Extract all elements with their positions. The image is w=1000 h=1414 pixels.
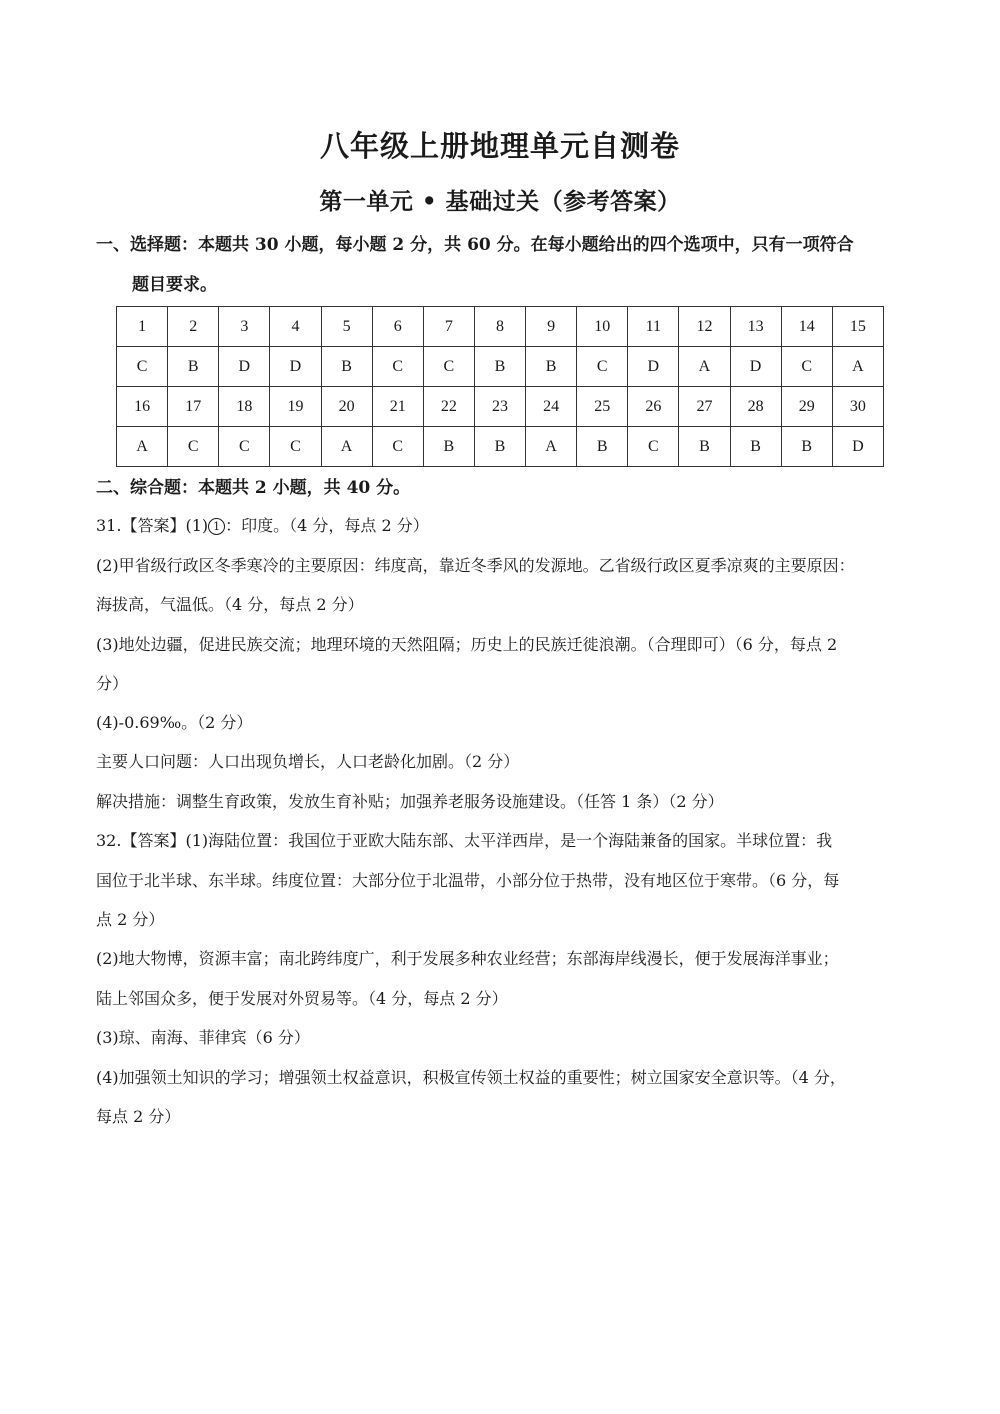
answer-cell: C bbox=[168, 427, 219, 467]
page-title: 八年级上册地理单元自测卷 bbox=[319, 129, 680, 163]
answer-cell: B bbox=[423, 427, 474, 467]
q32-part2-line2: 陆上邻国众多，便于发展对外贸易等。（4 分，每点 2 分） bbox=[96, 989, 508, 1008]
answer-cell: D bbox=[270, 347, 321, 387]
q31-part2-line1: (2)甲省级行政区冬季寒冷的主要原因：纬度高，靠近冬季风的发源地。乙省级行政区夏季凉爽的主要原因： bbox=[96, 556, 855, 575]
circled-number: 1 bbox=[208, 518, 225, 535]
question-number-cell: 12 bbox=[679, 307, 730, 347]
answer-cell: C bbox=[628, 427, 679, 467]
q32-part4-line2: 每点 2 分） bbox=[96, 1107, 181, 1126]
q31-part4: (4)-0.69‰。（2 分） bbox=[96, 713, 253, 732]
q32-part4-line1: (4)加强领土知识的学习；增强领土权益意识，积极宣传领土权益的重要性；树立国家安全意识等。（4 分， bbox=[96, 1068, 846, 1087]
answer-cell: B bbox=[321, 347, 372, 387]
question-number-cell: 15 bbox=[832, 307, 883, 347]
q31-population-problem: 主要人口问题：人口出现负增长，人口老龄化加剧。（2 分） bbox=[96, 752, 520, 771]
answer-cell: D bbox=[832, 427, 883, 467]
question-number-cell: 8 bbox=[474, 307, 525, 347]
question-number-cell: 5 bbox=[321, 307, 372, 347]
answer-table bbox=[116, 306, 884, 467]
question-number-cell: 14 bbox=[781, 307, 832, 347]
question-number-cell: 22 bbox=[423, 387, 474, 427]
question-number-row bbox=[117, 307, 884, 347]
section1-heading-line2: 题目要求。 bbox=[132, 275, 217, 295]
answer-cell: A bbox=[679, 347, 730, 387]
q31-part2-line2: 海拔高，气温低。（4 分，每点 2 分） bbox=[96, 595, 364, 614]
question-number-row bbox=[117, 387, 884, 427]
q32-part1-line2: 国位于北半球、东半球。纬度位置：大部分位于北温带，小部分位于热带，没有地区位于寒带。（6 分，每 bbox=[96, 871, 840, 890]
question-number-cell: 13 bbox=[730, 307, 781, 347]
question-number-cell: 2 bbox=[168, 307, 219, 347]
q31-part3-line2: 分） bbox=[96, 674, 129, 693]
q32-part1-line1: 32.【答案】(1)海陆位置：我国位于亚欧大陆东部、太平洋西岸，是一个海陆兼备的国家。半球位置：我 bbox=[96, 831, 833, 850]
question-number-cell: 18 bbox=[219, 387, 270, 427]
answer-cell: C bbox=[270, 427, 321, 467]
question-number-cell: 10 bbox=[577, 307, 628, 347]
question-number-cell: 20 bbox=[321, 387, 372, 427]
question-number-cell: 19 bbox=[270, 387, 321, 427]
question-number-cell: 9 bbox=[526, 307, 577, 347]
question-number-cell: 25 bbox=[577, 387, 628, 427]
q31-part1-text: ：印度。（4 分，每点 2 分） bbox=[225, 516, 429, 535]
section2-heading: 二、综合题：本题共 2 小题，共 40 分。 bbox=[96, 478, 411, 498]
question-number-cell: 30 bbox=[832, 387, 883, 427]
question-number-cell: 17 bbox=[168, 387, 219, 427]
answer-cell: D bbox=[628, 347, 679, 387]
answer-cell: A bbox=[321, 427, 372, 467]
answer-cell: C bbox=[372, 427, 423, 467]
q32-part3: (3)琼、南海、菲律宾（6 分） bbox=[96, 1028, 310, 1047]
question-number-cell: 3 bbox=[219, 307, 270, 347]
q32-part1-line3: 点 2 分） bbox=[96, 910, 165, 929]
answer-cell: C bbox=[781, 347, 832, 387]
answer-cell: C bbox=[372, 347, 423, 387]
page-subtitle: 第一单元 • 基础过关（参考答案） bbox=[319, 188, 681, 215]
question-number-cell: 28 bbox=[730, 387, 781, 427]
answer-cell: D bbox=[730, 347, 781, 387]
answer-cell: B bbox=[577, 427, 628, 467]
answer-cell: C bbox=[577, 347, 628, 387]
q31-prefix: 31.【答案】(1) bbox=[96, 516, 209, 535]
question-number-cell: 11 bbox=[628, 307, 679, 347]
answer-cell: A bbox=[832, 347, 883, 387]
answer-cell: B bbox=[168, 347, 219, 387]
answer-cell: B bbox=[781, 427, 832, 467]
answer-cell: B bbox=[526, 347, 577, 387]
question-number-cell: 4 bbox=[270, 307, 321, 347]
section1-heading-line1: 一、选择题：本题共 30 小题，每小题 2 分，共 60 分。在每小题给出的四个选项中，只有一项符合 bbox=[96, 235, 854, 255]
question-number-cell: 29 bbox=[781, 387, 832, 427]
question-number-cell: 23 bbox=[474, 387, 525, 427]
answer-row bbox=[117, 347, 884, 387]
q31-part3-line1: (3)地处边疆，促进民族交流；地理环境的天然阻隔；历史上的民族迁徙浪潮。（合理即可）（6 分，每点 2 bbox=[96, 635, 838, 654]
answer-row bbox=[117, 427, 884, 467]
question-number-cell: 1 bbox=[117, 307, 168, 347]
answer-cell: B bbox=[730, 427, 781, 467]
question-number-cell: 27 bbox=[679, 387, 730, 427]
question-number-cell: 21 bbox=[372, 387, 423, 427]
question-number-cell: 26 bbox=[628, 387, 679, 427]
answer-cell: B bbox=[679, 427, 730, 467]
question-number-cell: 6 bbox=[372, 307, 423, 347]
question-number-cell: 24 bbox=[526, 387, 577, 427]
answer-cell: A bbox=[526, 427, 577, 467]
answer-cell: C bbox=[219, 427, 270, 467]
answer-cell: B bbox=[474, 427, 525, 467]
q32-part2-line1: (2)地大物博，资源丰富；南北跨纬度广，利于发展多种农业经营；东部海岸线漫长，便于发展海洋事业； bbox=[96, 949, 839, 968]
answer-cell: A bbox=[117, 427, 168, 467]
question-number-cell: 16 bbox=[117, 387, 168, 427]
answer-cell: C bbox=[423, 347, 474, 387]
answer-cell: D bbox=[219, 347, 270, 387]
q31-part1 bbox=[96, 516, 916, 536]
q31-solution: 解决措施：调整生育政策，发放生育补贴；加强养老服务设施建设。（任答 1 条）（2 分） bbox=[96, 792, 724, 811]
answer-cell: C bbox=[117, 347, 168, 387]
answer-cell: B bbox=[474, 347, 525, 387]
question-number-cell: 7 bbox=[423, 307, 474, 347]
section1-heading bbox=[96, 225, 916, 305]
